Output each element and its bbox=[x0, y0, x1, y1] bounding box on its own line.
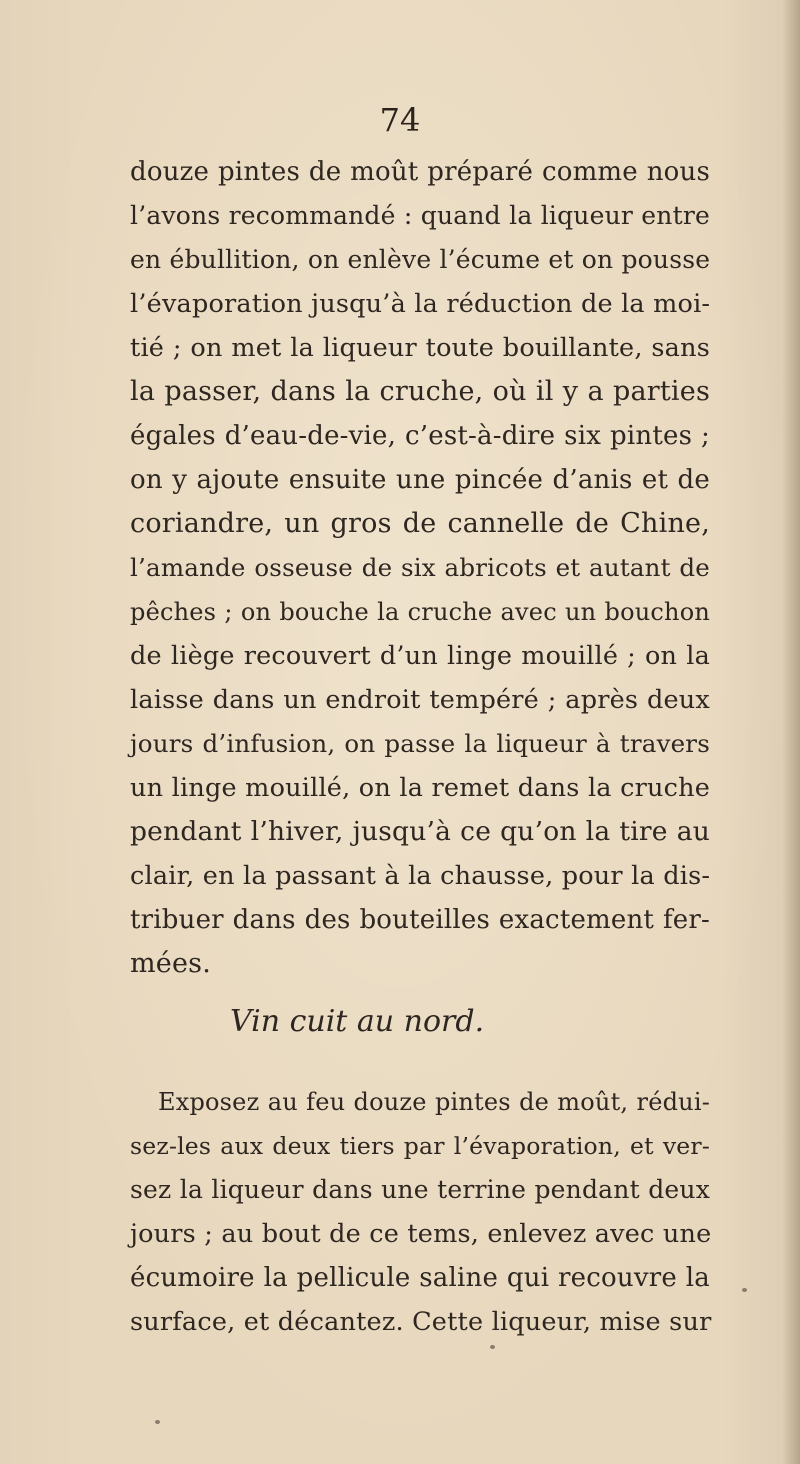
paper-speck bbox=[155, 1420, 160, 1424]
text-line: jours d’infusion, on passe la liqueur à travers bbox=[130, 729, 710, 758]
text-line: de liège recouvert d’un linge mouillé ; on la bbox=[130, 641, 710, 671]
text-line: sez la liqueur dans une terrine pendant deux bbox=[130, 1175, 710, 1204]
text-line: tribuer dans des bouteilles exactement fer- bbox=[130, 905, 710, 935]
text-line: laisse dans un endroit tempéré ; après deux bbox=[130, 685, 710, 715]
page-number: 74 bbox=[379, 101, 421, 139]
text-line: en ébullition, on enlève l’écume et on pousse bbox=[130, 245, 711, 274]
text-line: coriandre, un gros de cannelle de Chine, bbox=[130, 508, 710, 539]
text-line: l’amande osseuse de six abricots et autant de bbox=[130, 553, 710, 582]
text-line: l’évaporation jusqu’à la réduction de la moi- bbox=[130, 289, 711, 319]
page-edge-shadow bbox=[782, 0, 800, 1464]
text-line: sez-les aux deux tiers par l’évaporation, et ver- bbox=[130, 1132, 710, 1160]
paper-speck bbox=[742, 1288, 747, 1292]
section-heading: Vin cuit au nord. bbox=[230, 1004, 485, 1039]
text-line: pendant l’hiver, jusqu’à ce qu’on la tire au bbox=[130, 816, 710, 847]
text-line: un linge mouillé, on la remet dans la cruche bbox=[130, 773, 710, 803]
text-line: la passer, dans la cruche, où il y a parties bbox=[130, 376, 710, 407]
text-line: tié ; on met la liqueur toute bouillante, sans bbox=[130, 333, 710, 363]
text-line: Exposez au feu douze pintes de moût, rédui- bbox=[158, 1088, 710, 1116]
text-line: égales d’eau-de-vie, c’est-à-dire six pintes ; bbox=[130, 421, 710, 451]
text-line: jours ; au bout de ce tems, enlevez avec une bbox=[130, 1219, 712, 1249]
text-line: clair, en la passant à la chausse, pour la dis- bbox=[130, 861, 711, 891]
paper-speck bbox=[490, 1345, 495, 1349]
text-line: pêches ; on bouche la cruche avec un bouchon bbox=[130, 598, 710, 626]
text-line: surface, et décantez. Cette liqueur, mise sur bbox=[130, 1307, 712, 1337]
text-line: on y ajoute ensuite une pincée d’anis et de bbox=[130, 465, 710, 495]
text-line: douze pintes de moût préparé comme nous bbox=[130, 157, 710, 187]
text-line: écumoire la pellicule saline qui recouvre la bbox=[130, 1263, 710, 1293]
text-line: mées. bbox=[130, 948, 211, 979]
text-line: l’avons recommandé : quand la liqueur entre bbox=[130, 201, 710, 230]
